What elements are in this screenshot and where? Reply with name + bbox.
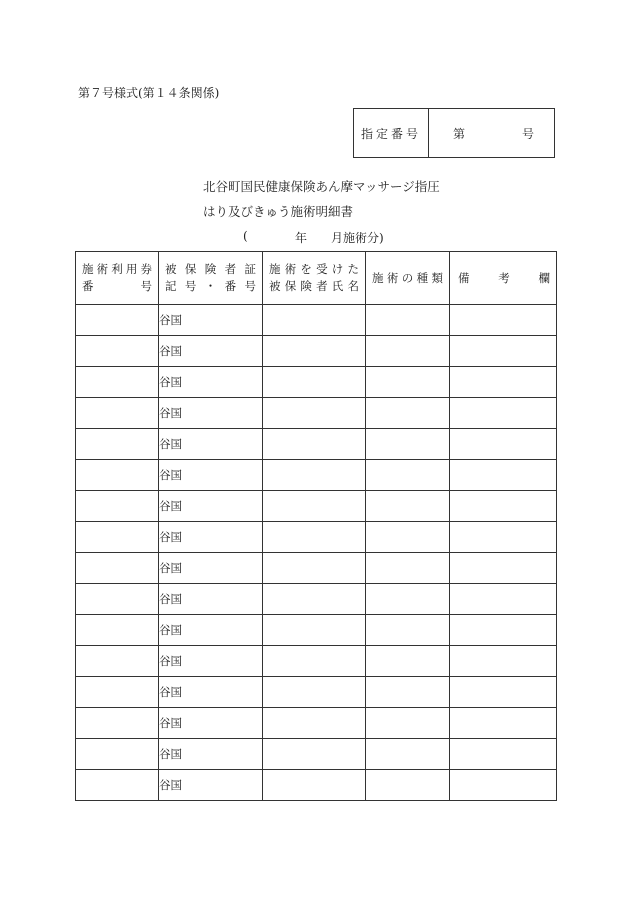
patient-name-cell[interactable] bbox=[263, 491, 366, 522]
header-char: 用 bbox=[125, 262, 138, 276]
insured-number-cell[interactable]: 谷国 bbox=[159, 398, 263, 429]
treatment-type-cell[interactable] bbox=[366, 708, 450, 739]
table-row bbox=[76, 460, 557, 491]
ticket-number-cell[interactable] bbox=[76, 522, 159, 553]
ticket-number-cell[interactable] bbox=[76, 677, 159, 708]
header-patient-name bbox=[263, 252, 366, 305]
header-char: 号 bbox=[140, 279, 152, 293]
document-title-line1: 北谷町国民健康保険あん摩マッサージ指圧 bbox=[203, 179, 440, 194]
insured-number-cell[interactable]: 谷国 bbox=[159, 336, 263, 367]
treatment-type-cell[interactable] bbox=[366, 460, 450, 491]
remarks-cell[interactable] bbox=[450, 646, 557, 677]
ticket-number-cell[interactable] bbox=[76, 491, 159, 522]
ticket-number-cell[interactable] bbox=[76, 584, 159, 615]
treatment-type-cell[interactable] bbox=[366, 553, 450, 584]
header-char: 保 bbox=[284, 279, 297, 293]
header-char: 者 bbox=[316, 279, 328, 293]
table-header-row bbox=[76, 252, 557, 305]
patient-name-cell[interactable] bbox=[263, 460, 366, 491]
period-open-paren: ( bbox=[243, 229, 248, 243]
remarks-cell[interactable] bbox=[450, 491, 557, 522]
ticket-number-cell[interactable] bbox=[76, 367, 159, 398]
patient-name-cell[interactable] bbox=[263, 398, 366, 429]
header-char: 備 bbox=[458, 271, 470, 285]
patient-name-cell[interactable] bbox=[263, 522, 366, 553]
remarks-cell[interactable] bbox=[450, 460, 557, 491]
ticket-number-cell[interactable] bbox=[76, 646, 159, 677]
header-char: 券 bbox=[140, 262, 152, 276]
treatment-type-cell[interactable] bbox=[366, 677, 450, 708]
patient-name-cell[interactable] bbox=[263, 615, 366, 646]
insured-number-cell[interactable]: 谷国 bbox=[159, 708, 263, 739]
table-row bbox=[76, 367, 557, 398]
period-month-label: 月施術分) bbox=[331, 231, 384, 245]
header-char: ・ bbox=[204, 279, 217, 293]
table-row bbox=[76, 677, 557, 708]
table-body bbox=[76, 305, 557, 801]
table-row bbox=[76, 770, 557, 801]
patient-name-cell[interactable] bbox=[263, 646, 366, 677]
insured-number-cell[interactable]: 谷国 bbox=[159, 491, 263, 522]
ticket-number-cell[interactable] bbox=[76, 615, 159, 646]
treatment-type-cell[interactable] bbox=[366, 367, 450, 398]
header-char: 施 bbox=[269, 262, 281, 276]
remarks-cell[interactable] bbox=[450, 584, 557, 615]
header-char: 険 bbox=[204, 262, 217, 276]
period-year-label: 年 bbox=[295, 231, 308, 245]
table-row bbox=[76, 739, 557, 770]
header-type-line1 bbox=[366, 270, 449, 286]
header-patient-line1 bbox=[263, 261, 365, 278]
header-char: 保 bbox=[184, 262, 197, 276]
designation-number-label: 指定番号 bbox=[354, 109, 429, 157]
table-row bbox=[76, 429, 557, 460]
designation-number-box bbox=[353, 108, 555, 158]
treatment-type-cell[interactable] bbox=[366, 739, 450, 770]
insured-number-cell[interactable]: 谷国 bbox=[159, 770, 263, 801]
ticket-number-cell[interactable] bbox=[76, 398, 159, 429]
ticket-number-cell[interactable] bbox=[76, 429, 159, 460]
header-treatment-type bbox=[366, 252, 450, 305]
treatment-type-cell[interactable] bbox=[366, 584, 450, 615]
insured-number-cell[interactable]: 谷国 bbox=[159, 677, 263, 708]
patient-name-cell[interactable] bbox=[263, 584, 366, 615]
header-char: 欄 bbox=[538, 271, 550, 285]
header-insured-card bbox=[159, 252, 263, 305]
insured-number-cell[interactable]: 谷国 bbox=[159, 739, 263, 770]
header-char: 名 bbox=[347, 279, 359, 293]
patient-name-cell[interactable] bbox=[263, 770, 366, 801]
remarks-cell[interactable] bbox=[450, 770, 557, 801]
header-char: 術 bbox=[386, 271, 399, 285]
header-remarks-line1 bbox=[450, 270, 556, 286]
designation-dai: 第 bbox=[453, 126, 466, 141]
ticket-number-cell[interactable] bbox=[76, 770, 159, 801]
header-ticket-number bbox=[76, 252, 159, 305]
patient-name-cell[interactable] bbox=[263, 739, 366, 770]
header-char: 号 bbox=[184, 279, 197, 293]
header-char: 証 bbox=[244, 262, 256, 276]
table-row bbox=[76, 491, 557, 522]
header-char: 施 bbox=[82, 262, 94, 276]
form-number-label: 第７号様式(第１４条関係) bbox=[78, 86, 220, 100]
header-remarks bbox=[450, 252, 557, 305]
header-char: 氏 bbox=[331, 279, 344, 293]
patient-name-cell[interactable] bbox=[263, 553, 366, 584]
insured-number-cell[interactable]: 谷国 bbox=[159, 553, 263, 584]
header-char: 被 bbox=[165, 262, 177, 276]
insured-number-cell[interactable]: 谷国 bbox=[159, 460, 263, 491]
insured-number-cell[interactable]: 谷国 bbox=[159, 429, 263, 460]
table-row bbox=[76, 398, 557, 429]
table-row bbox=[76, 522, 557, 553]
ticket-number-cell[interactable] bbox=[76, 460, 159, 491]
remarks-cell[interactable] bbox=[450, 615, 557, 646]
patient-name-cell[interactable] bbox=[263, 677, 366, 708]
insured-number-cell[interactable]: 谷国 bbox=[159, 522, 263, 553]
insured-number-cell[interactable]: 谷国 bbox=[159, 367, 263, 398]
treatment-type-cell[interactable] bbox=[366, 615, 450, 646]
designation-number-field[interactable] bbox=[429, 109, 554, 157]
treatment-type-cell[interactable] bbox=[366, 336, 450, 367]
header-char: 類 bbox=[431, 271, 443, 285]
patient-name-cell[interactable] bbox=[263, 429, 366, 460]
ticket-number-cell[interactable] bbox=[76, 739, 159, 770]
treatment-type-cell[interactable] bbox=[366, 646, 450, 677]
header-char: 号 bbox=[244, 279, 256, 293]
header-char: の bbox=[401, 271, 414, 285]
treatment-type-cell[interactable] bbox=[366, 491, 450, 522]
header-char: 険 bbox=[300, 279, 312, 293]
ticket-number-cell[interactable] bbox=[76, 553, 159, 584]
remarks-cell[interactable] bbox=[450, 553, 557, 584]
header-char: 者 bbox=[224, 262, 237, 276]
treatment-type-cell[interactable] bbox=[366, 429, 450, 460]
header-insured-line1 bbox=[159, 261, 262, 278]
insured-number-cell[interactable]: 谷国 bbox=[159, 646, 263, 677]
table-row bbox=[76, 336, 557, 367]
header-char: 考 bbox=[498, 271, 510, 285]
remarks-cell[interactable] bbox=[450, 522, 557, 553]
header-char: 利 bbox=[111, 262, 123, 276]
remarks-cell[interactable] bbox=[450, 367, 557, 398]
treatment-type-cell[interactable] bbox=[366, 770, 450, 801]
document-title-line2: はり及びきゅう施術明細書 bbox=[203, 204, 354, 219]
remarks-cell[interactable] bbox=[450, 398, 557, 429]
table-row bbox=[76, 646, 557, 677]
table-row bbox=[76, 584, 557, 615]
header-ticket-line1 bbox=[76, 261, 158, 278]
remarks-cell[interactable] bbox=[450, 336, 557, 367]
remarks-cell[interactable] bbox=[450, 429, 557, 460]
header-patient-line2 bbox=[263, 278, 365, 295]
header-char: 受 bbox=[316, 262, 328, 276]
patient-name-cell[interactable] bbox=[263, 367, 366, 398]
treatment-type-cell[interactable] bbox=[366, 522, 450, 553]
patient-name-cell[interactable] bbox=[263, 708, 366, 739]
designation-go: 号 bbox=[521, 126, 534, 141]
header-char: け bbox=[331, 262, 344, 276]
remarks-cell[interactable] bbox=[450, 305, 557, 336]
remarks-cell[interactable] bbox=[450, 677, 557, 708]
header-insured-line2 bbox=[159, 278, 262, 295]
header-ticket-line2 bbox=[76, 278, 158, 295]
header-char: 記 bbox=[165, 279, 177, 293]
header-char: た bbox=[347, 262, 359, 276]
header-char: 番 bbox=[82, 279, 94, 293]
table-row bbox=[76, 708, 557, 739]
patient-name-cell[interactable] bbox=[263, 305, 366, 336]
patient-name-cell[interactable] bbox=[263, 336, 366, 367]
remarks-cell[interactable] bbox=[450, 708, 557, 739]
header-char: 術 bbox=[96, 262, 109, 276]
header-char: 被 bbox=[269, 279, 281, 293]
table-row bbox=[76, 305, 557, 336]
ticket-number-cell[interactable] bbox=[76, 336, 159, 367]
ticket-number-cell[interactable] bbox=[76, 708, 159, 739]
header-char: を bbox=[300, 262, 312, 276]
treatment-type-cell[interactable] bbox=[366, 305, 450, 336]
header-char: 施 bbox=[372, 271, 384, 285]
insured-number-cell[interactable]: 谷国 bbox=[159, 584, 263, 615]
remarks-cell[interactable] bbox=[450, 739, 557, 770]
treatment-type-cell[interactable] bbox=[366, 398, 450, 429]
header-char: 種 bbox=[416, 271, 429, 285]
treatment-detail-table bbox=[75, 251, 557, 801]
insured-number-cell[interactable]: 谷国 bbox=[159, 305, 263, 336]
insured-number-cell[interactable]: 谷国 bbox=[159, 615, 263, 646]
header-char: 術 bbox=[284, 262, 297, 276]
ticket-number-cell[interactable] bbox=[76, 305, 159, 336]
header-char: 番 bbox=[224, 279, 237, 293]
table-row bbox=[76, 615, 557, 646]
table-row bbox=[76, 553, 557, 584]
